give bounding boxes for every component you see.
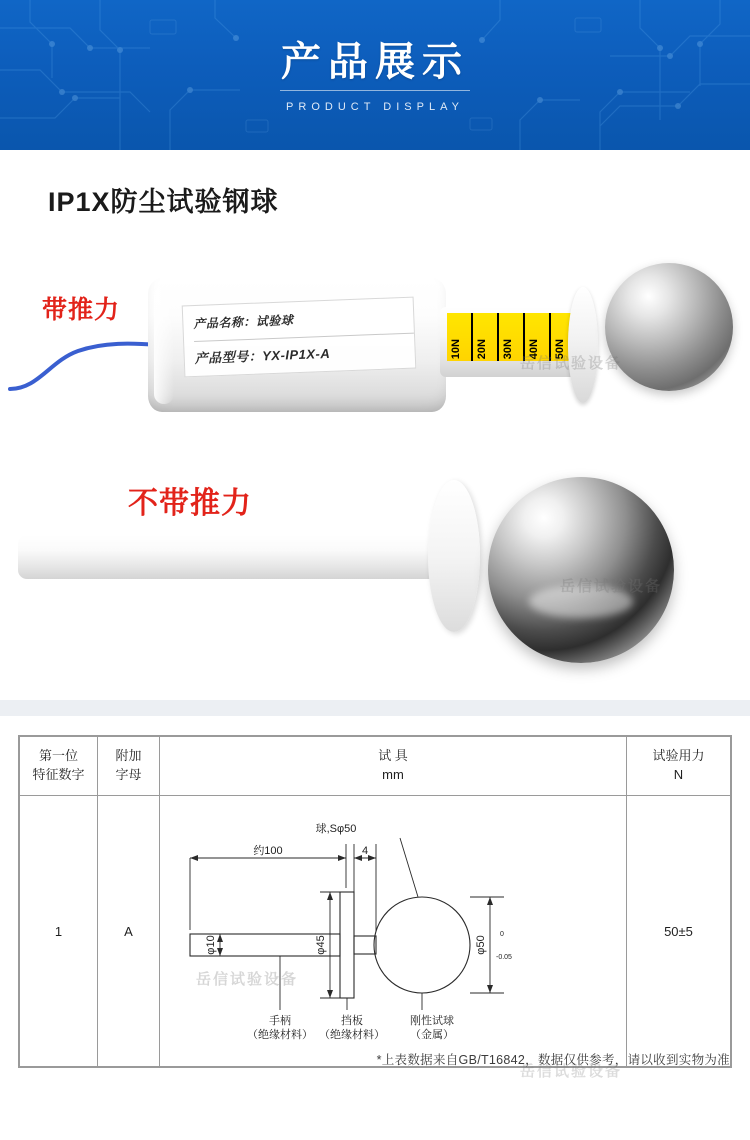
nameplate-product-model: 产品型号：YX-IP1X-A [194, 333, 415, 367]
dim-ball-tol-lower: -0.05 [496, 954, 512, 961]
table-header-row [20, 737, 731, 796]
callout-plate-line2: （绝缘材料） [319, 1029, 385, 1041]
dim-ball-diameter-label: φ50 [475, 935, 487, 955]
force-scale-band [447, 313, 577, 361]
scale-label: 30N [502, 338, 514, 359]
header-test-force [627, 737, 731, 796]
callout-ball-line2: （金属） [410, 1029, 454, 1041]
scale-tick [499, 313, 525, 361]
scale-tick [447, 313, 473, 361]
section-divider [0, 700, 750, 716]
header-probe-line1: 试 具 [378, 748, 408, 764]
guard-disc [428, 480, 480, 632]
header-test-force-line1: 试验用力 [652, 748, 705, 764]
watermark: 岳信试验设备 [196, 971, 299, 988]
header-letter [98, 737, 160, 796]
label-without-push-force: 不带推力 [128, 487, 252, 520]
header-letter-line1: 附加 [115, 748, 142, 764]
dim-rod-label: φ10 [205, 935, 217, 955]
cell-technical-drawing [160, 796, 627, 1067]
page-title: 产品展示 [281, 40, 469, 84]
watermark: 岳信试验设备 [520, 355, 623, 372]
header-first-digit [20, 737, 98, 796]
header-first-digit-line2: 特征数字 [32, 767, 85, 782]
dim-disc-label: φ45 [315, 935, 327, 955]
callout-handle-line1: 手柄 [269, 1015, 291, 1027]
dim-ball-label: 球,Sφ50 [315, 823, 357, 835]
callout-ball-line1: 刚性试球 [410, 1015, 454, 1027]
table-source-note: *上表数据来自GB/T16842，数据仅供参考，请以收到实物为准 [376, 1053, 730, 1067]
steel-test-ball [605, 263, 733, 391]
steel-test-ball [488, 477, 674, 663]
callout-handle-line2: （绝缘材料） [247, 1029, 313, 1041]
header-probe-line2: mm [382, 767, 404, 782]
title-underline [280, 90, 470, 91]
label-with-push-force: 带推力 [42, 296, 121, 324]
cell-first-digit: 1 [20, 796, 98, 1067]
product-photo-with-push-force [0, 245, 750, 445]
scale-label: 10N [450, 338, 462, 359]
scale-label: 50N [554, 338, 566, 359]
product-name-heading: IP1X防尘试验钢球 [48, 187, 279, 217]
dim-ball-tol-upper: 0 [500, 931, 504, 938]
specification-table [18, 735, 732, 1068]
cell-test-force: 50±5 [627, 796, 731, 1067]
page-subtitle: PRODUCT DISPLAY [286, 101, 464, 113]
header-first-digit-line1: 第一位 [38, 748, 78, 764]
watermark: 岳信试验设备 [560, 578, 663, 595]
header-test-force-line2: N [673, 767, 684, 782]
nameplate-product-name: 产品名称：试验球 [193, 313, 294, 332]
insulating-handle-rod [18, 535, 438, 579]
cable-wire [8, 331, 158, 393]
callout-plate-line1: 挡板 [341, 1015, 363, 1027]
header-letter-line2: 字母 [115, 767, 142, 782]
scale-label: 20N [476, 338, 488, 359]
dim-gap-label: 4 [361, 845, 369, 857]
product-photo-without-push-force [0, 460, 750, 685]
product-nameplate [182, 297, 417, 378]
scale-label: 40N [528, 338, 540, 359]
table-row [20, 796, 731, 1067]
page-header-banner [0, 0, 750, 150]
scale-tick [473, 313, 499, 361]
guard-disc [568, 287, 598, 403]
watermark: 岳信试验设备 [520, 1063, 623, 1080]
technical-drawing [160, 796, 626, 1066]
scale-tick [525, 313, 551, 361]
cell-letter: A [98, 796, 160, 1067]
header-probe [160, 737, 627, 796]
dim-length-label: 约100 [253, 845, 283, 857]
